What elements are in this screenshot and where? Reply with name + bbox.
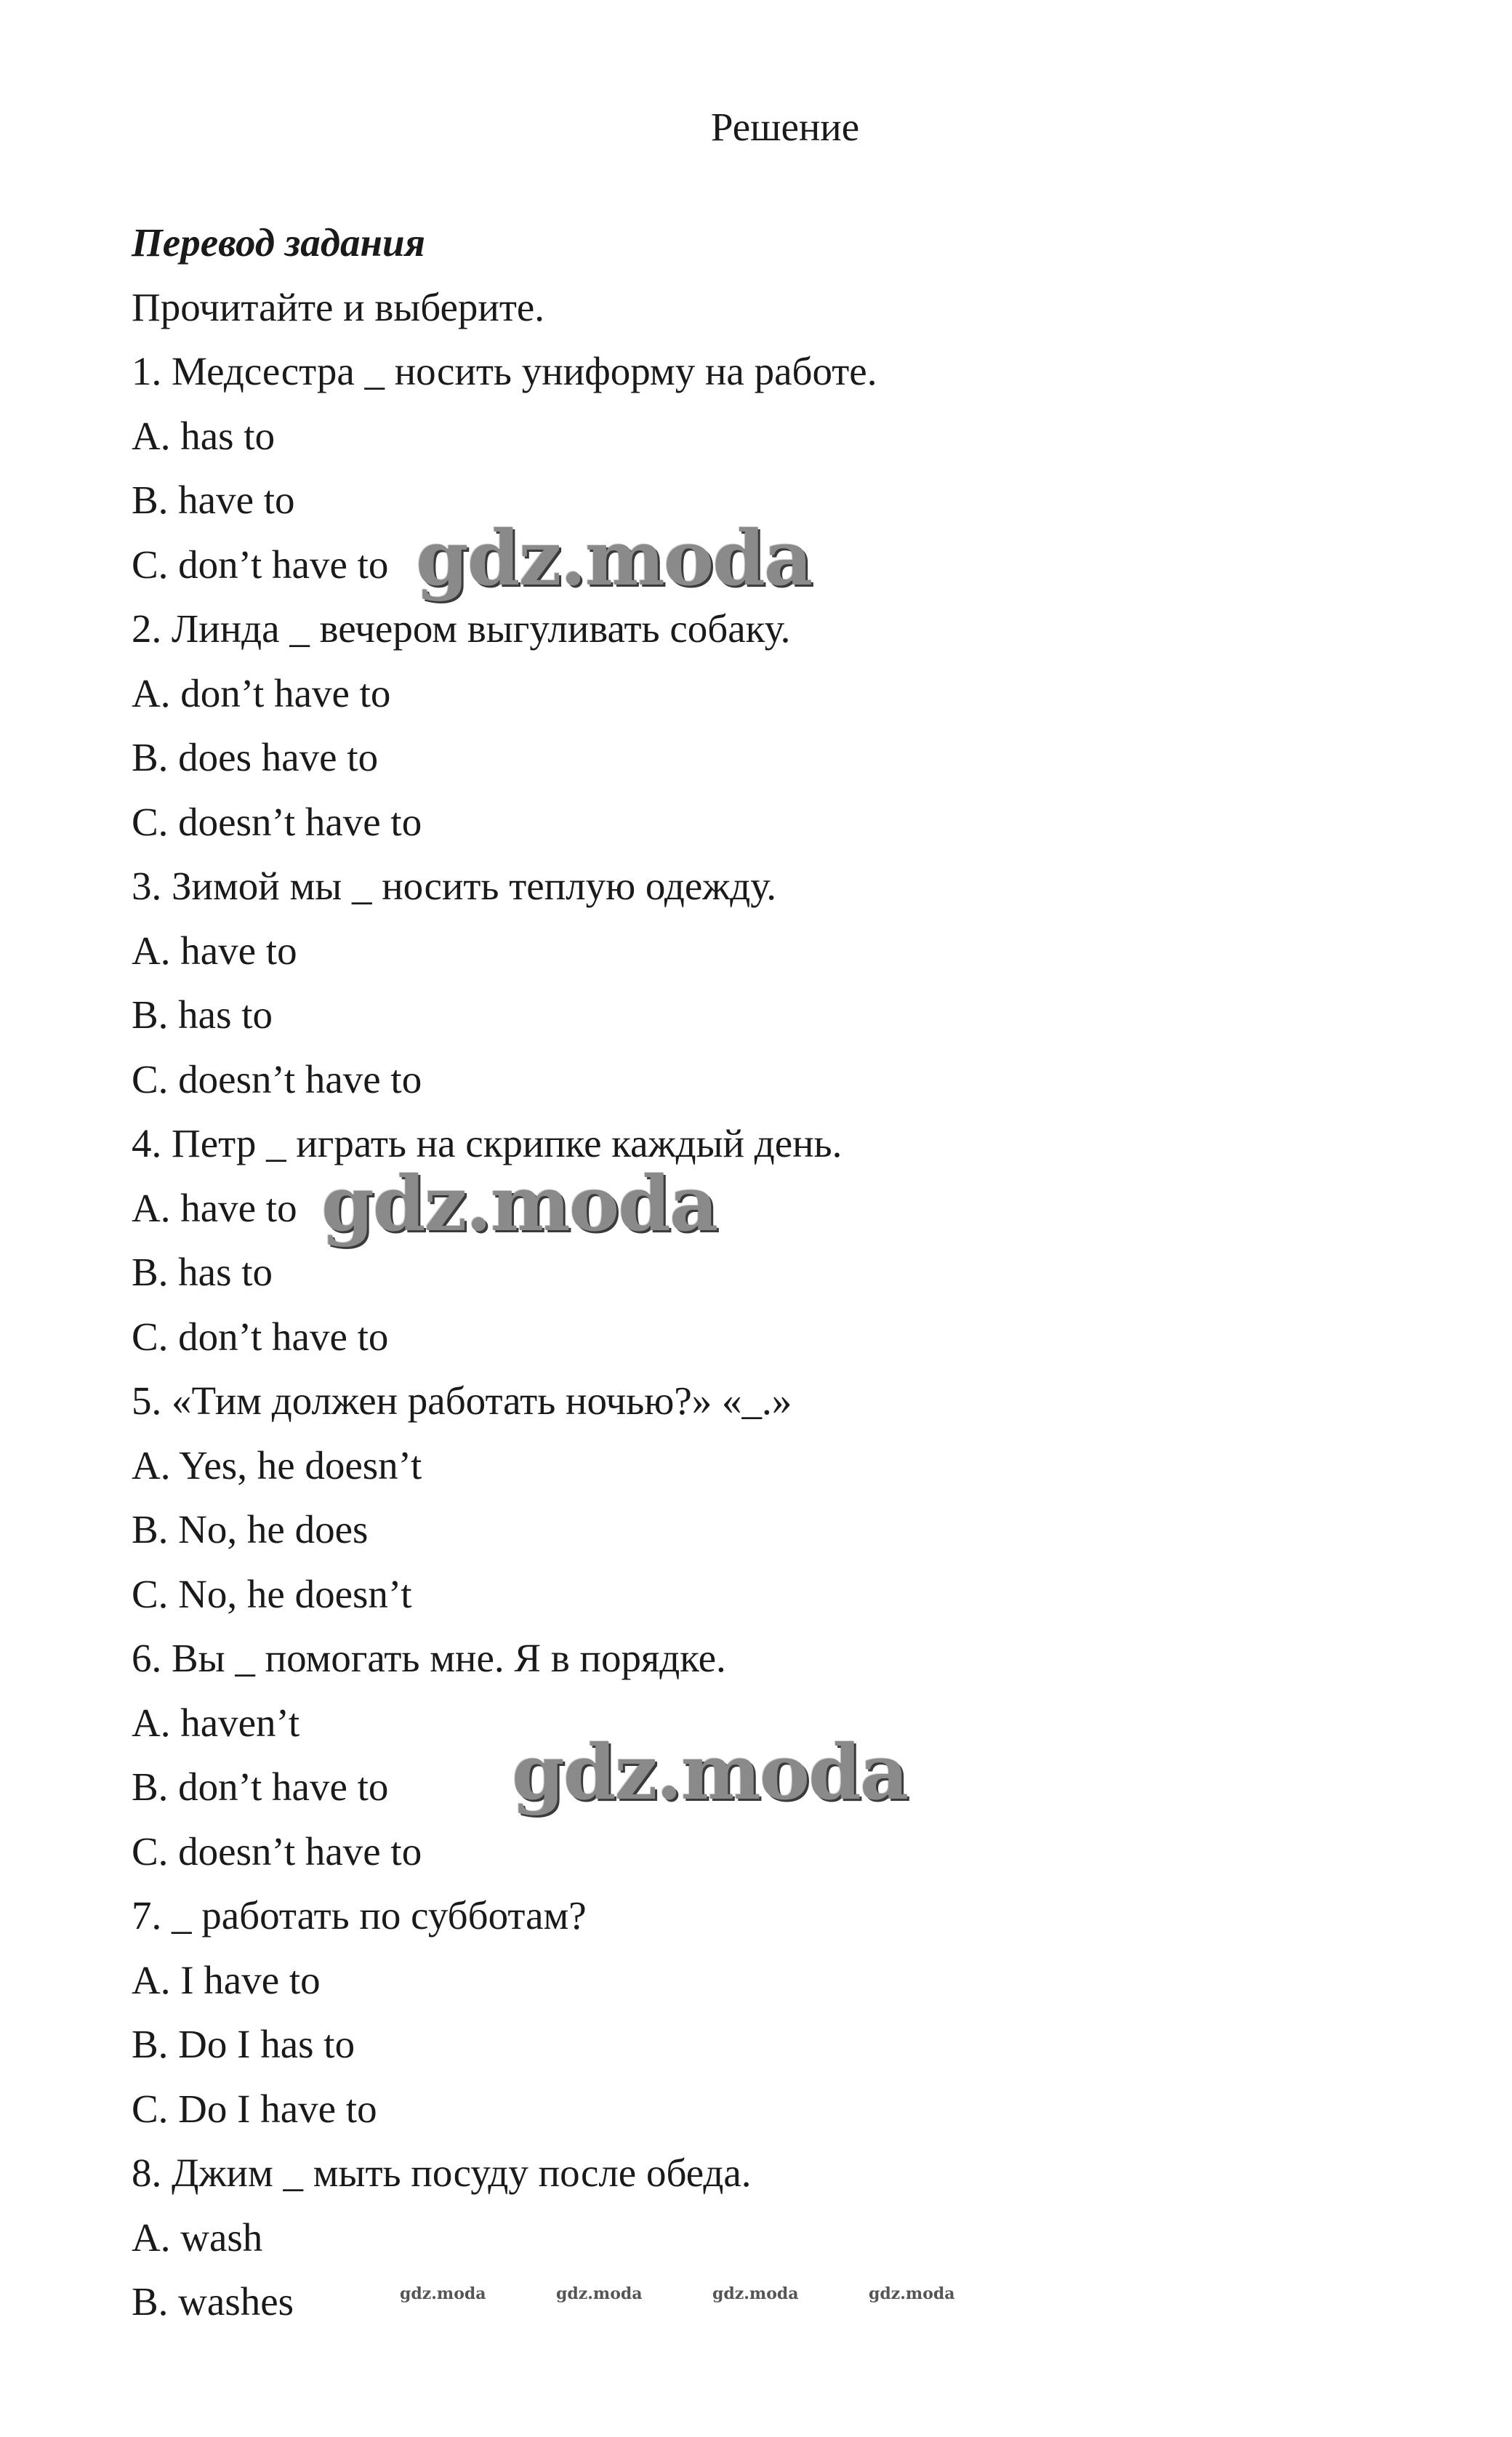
option-c: C. No, he doesn’t — [132, 1571, 412, 1616]
option-b: B. has to — [132, 992, 273, 1037]
question-2 — [132, 597, 1440, 854]
question-text: 2. Линда _ вечером выгуливать собаку. — [132, 606, 791, 651]
option-c: C. don’t have to — [132, 542, 389, 587]
question-text: 1. Медсестра _ носить униформу на работе. — [132, 349, 877, 393]
option-b: B. No, he does — [132, 1507, 369, 1551]
option-b: B. Do I has to — [132, 2022, 355, 2066]
watermark-logo: gdz.moda — [416, 513, 812, 603]
watermark-small: gdz.moda — [712, 2284, 799, 2303]
option-b: B. does have to — [132, 735, 379, 779]
question-text: 6. Вы _ помогать мне. Я в порядке. — [132, 1636, 726, 1680]
instruction-text: Прочитайте и выберите. — [132, 284, 545, 329]
page-title: Решение — [710, 105, 860, 149]
option-b: B. has to — [132, 1250, 273, 1294]
question-text: 7. _ работать по субботам? — [132, 1893, 587, 1938]
option-c: C. doesn’t have to — [132, 1056, 422, 1101]
option-a: A. Yes, he doesn’t — [132, 1442, 422, 1488]
question-7 — [132, 1884, 1440, 2141]
option-c: C. doesn’t have to — [132, 799, 422, 844]
watermark-small: gdz.moda — [869, 2284, 955, 2303]
option-a: A. has to — [132, 413, 276, 458]
question-8 — [132, 2141, 1440, 2334]
option-b: B. don’t have to — [132, 1764, 389, 1809]
question-text: 8. Джим _ мыть посуду после обеда. — [132, 2151, 752, 2195]
option-a: A. have to — [132, 928, 297, 973]
option-a: A. have to — [132, 1185, 297, 1230]
question-text: 4. Петр _ играть на скрипке каждый день. — [132, 1121, 843, 1165]
option-a: A. don’t have to — [132, 670, 391, 715]
option-a: A. I have to — [132, 1957, 321, 2002]
option-b: B. washes — [132, 2279, 294, 2324]
watermark-logo: gdz.moda — [512, 1727, 908, 1817]
watermark-small: gdz.moda — [556, 2284, 643, 2303]
option-c: C. Do I have to — [132, 2086, 377, 2131]
watermark-logo: gdz.moda — [321, 1159, 717, 1248]
option-b: B. have to — [132, 478, 295, 522]
option-c: C. don’t have to — [132, 1314, 389, 1359]
section-heading: Перевод задания — [132, 220, 425, 265]
option-c: C. doesn’t have to — [132, 1828, 422, 1874]
question-5 — [132, 1369, 1440, 1626]
question-text: 5. «Тим должен работать ночью?» «_.» — [132, 1378, 792, 1423]
watermark-small: gdz.moda — [400, 2284, 486, 2303]
option-a: A. haven’t — [132, 1700, 300, 1745]
question-3 — [132, 854, 1440, 1112]
option-a: A. wash — [132, 2215, 263, 2260]
question-text: 3. Зимой мы _ носить теплую одежду. — [132, 864, 776, 908]
